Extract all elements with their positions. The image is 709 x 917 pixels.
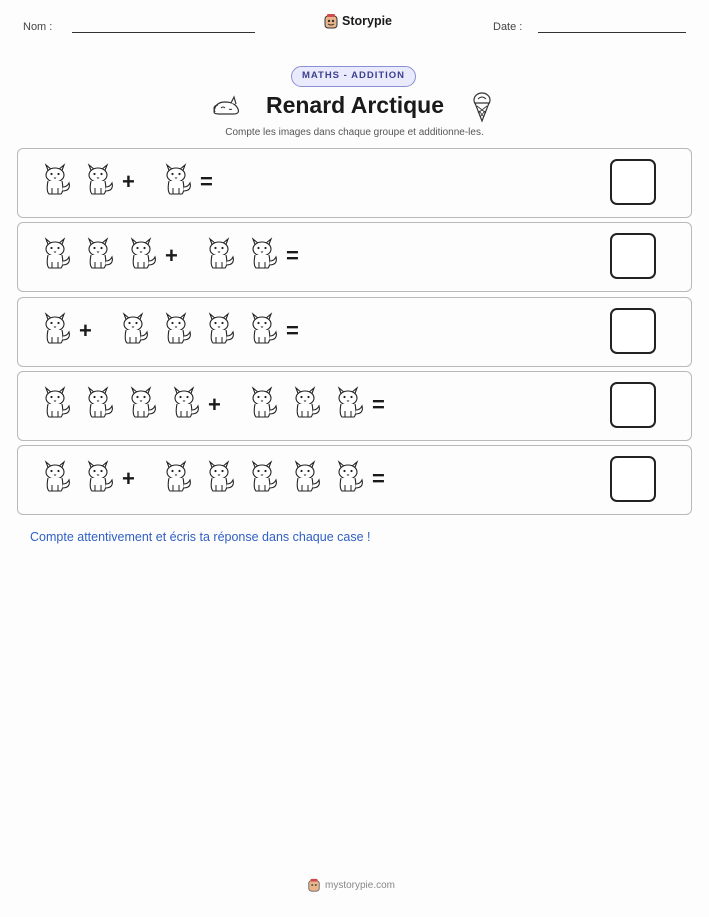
arctic-fox-icon: [38, 458, 72, 494]
sleeping-fox-icon: [211, 94, 243, 118]
answer-box[interactable]: [610, 233, 656, 279]
answer-box[interactable]: [610, 382, 656, 428]
footer-url: mystorypie.com: [325, 879, 396, 891]
plus-sign: +: [79, 318, 92, 343]
answer-box[interactable]: [610, 308, 656, 354]
plus-sign: +: [122, 169, 135, 194]
arctic-fox-icon: [38, 161, 72, 197]
arctic-fox-icon: [38, 384, 72, 420]
problem-row: [17, 222, 692, 292]
date-line[interactable]: [538, 32, 686, 33]
arctic-fox-icon: [245, 458, 279, 494]
equals-sign: =: [200, 169, 213, 194]
plus-sign: +: [165, 243, 178, 268]
arctic-fox-icon: [124, 235, 158, 271]
storypie-mascot-icon: [307, 878, 321, 892]
problem-row: [17, 297, 692, 367]
arctic-fox-icon: [167, 384, 201, 420]
date-label: Date :: [493, 21, 523, 33]
name-line[interactable]: [72, 32, 255, 33]
plus-sign: +: [208, 392, 221, 417]
arctic-fox-icon: [245, 310, 279, 346]
arctic-fox-icon: [81, 161, 115, 197]
problem-row: [17, 371, 692, 441]
brand-name: Storypie: [342, 14, 393, 28]
equals-sign: =: [286, 243, 299, 268]
arctic-fox-icon: [331, 458, 365, 494]
footer-note: Compte attentivement et écris ta réponse dans chaque case !: [30, 530, 371, 544]
problem-row: [17, 148, 692, 218]
arctic-fox-icon: [288, 458, 322, 494]
snow-cone-icon: [470, 91, 494, 123]
brand-logo: [323, 13, 392, 29]
arctic-fox-icon: [331, 384, 365, 420]
answer-box[interactable]: [610, 456, 656, 502]
arctic-fox-icon: [159, 458, 193, 494]
arctic-fox-icon: [38, 310, 72, 346]
answer-box[interactable]: [610, 159, 656, 205]
arctic-fox-icon: [202, 310, 236, 346]
arctic-fox-icon: [81, 458, 115, 494]
arctic-fox-icon: [116, 310, 150, 346]
arctic-fox-icon: [202, 235, 236, 271]
arctic-fox-icon: [38, 235, 72, 271]
arctic-fox-icon: [159, 161, 193, 197]
equals-sign: =: [372, 466, 385, 491]
arctic-fox-icon: [245, 235, 279, 271]
arctic-fox-icon: [81, 384, 115, 420]
instructions: Compte les images dans chaque groupe et additionne-les.: [225, 127, 484, 138]
subject-badge: MATHS - ADDITION: [291, 66, 416, 87]
arctic-fox-icon: [202, 458, 236, 494]
equals-sign: =: [286, 318, 299, 343]
arctic-fox-icon: [159, 310, 193, 346]
storypie-mascot-icon: [323, 13, 339, 29]
footer-brand: [307, 878, 395, 892]
title-row: [0, 90, 709, 126]
plus-sign: +: [122, 466, 135, 491]
page-title: Renard Arctique: [265, 92, 445, 118]
arctic-fox-icon: [288, 384, 322, 420]
problem-row: [17, 445, 692, 515]
equals-sign: =: [372, 392, 385, 417]
arctic-fox-icon: [81, 235, 115, 271]
arctic-fox-icon: [245, 384, 279, 420]
name-label: Nom :: [23, 21, 53, 33]
arctic-fox-icon: [124, 384, 158, 420]
